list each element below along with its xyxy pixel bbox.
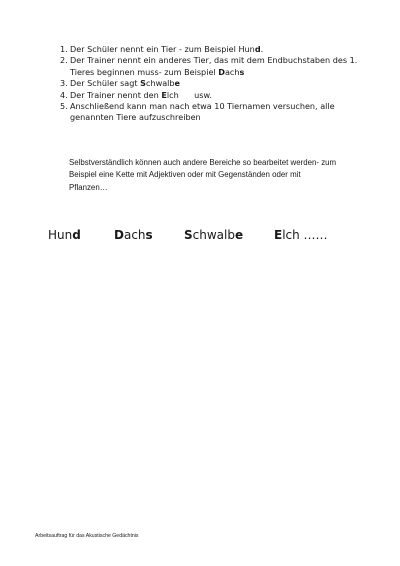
step-highlight-letter: s	[239, 66, 245, 77]
word-chain	[48, 228, 368, 248]
step-text	[70, 55, 357, 76]
instruction-step	[60, 78, 360, 89]
step-number: 1.	[60, 44, 68, 54]
step-text-part: Der Trainer nennt den	[70, 89, 162, 100]
chain-highlight-letter: S	[184, 228, 193, 242]
step-text	[70, 78, 180, 88]
variation-paragraph: Selbstverständlich können auch andere Bereiche so bearbeitet werden- zum Beispiel eine Kette mit Adjektiven oder mit Gegenständen oder mit Pflanzen…	[69, 158, 337, 192]
step-text	[70, 101, 335, 122]
chain-word-part: Hun	[48, 228, 73, 242]
step-highlight-letter: d	[254, 44, 261, 54]
step-text	[70, 90, 212, 100]
step-text	[70, 44, 263, 54]
step-text-part: Anschließend kann man nach etwa 10 Tiernamen versuchen, alle genannten Tiere aufzuschreiben	[70, 101, 335, 123]
chain-highlight-letter: E	[274, 228, 283, 242]
instruction-step	[60, 101, 360, 124]
chain-word-part: chwalb	[192, 228, 235, 242]
step-text-part: lch usw.	[166, 89, 212, 100]
chain-highlight-letter: e	[234, 228, 244, 242]
step-text-part: chwalb	[146, 78, 175, 89]
page-footer: Arbeitsauftrag für das Akustische Gedächtnis	[35, 533, 139, 539]
chain-word-part: ach	[123, 228, 146, 242]
step-highlight-letter: E	[161, 89, 167, 100]
step-text-part: Der Schüler nennt ein Tier - zum Beispiel Hun	[70, 44, 255, 54]
step-number: 3.	[60, 78, 68, 89]
step-text-part: Der Schüler sagt	[70, 78, 141, 89]
chain-word	[184, 228, 243, 242]
step-highlight-letter: e	[174, 78, 181, 89]
chain-word	[114, 228, 153, 242]
instruction-step	[60, 44, 360, 55]
step-number: 2.	[60, 55, 68, 66]
step-text-part: Der Trainer nennt ein anderes Tier, das mit dem Endbuchstaben des 1. Tieres beginnen muss- zum Beispiel	[70, 55, 358, 77]
step-number: 4.	[60, 89, 68, 100]
step-highlight-letter: S	[140, 78, 146, 89]
step-number: 5.	[60, 101, 68, 112]
instruction-list	[60, 44, 360, 124]
chain-highlight-letter: s	[145, 228, 153, 242]
chain-word	[48, 228, 81, 242]
chain-word-part: lch ……	[282, 228, 328, 242]
instruction-step	[60, 55, 360, 78]
step-text-part: .	[260, 44, 264, 54]
chain-highlight-letter: d	[72, 228, 81, 242]
chain-highlight-letter: D	[114, 228, 124, 242]
chain-word	[274, 228, 328, 242]
step-highlight-letter: D	[218, 66, 225, 77]
step-text-part: ach	[224, 66, 240, 77]
instruction-step	[60, 90, 360, 101]
